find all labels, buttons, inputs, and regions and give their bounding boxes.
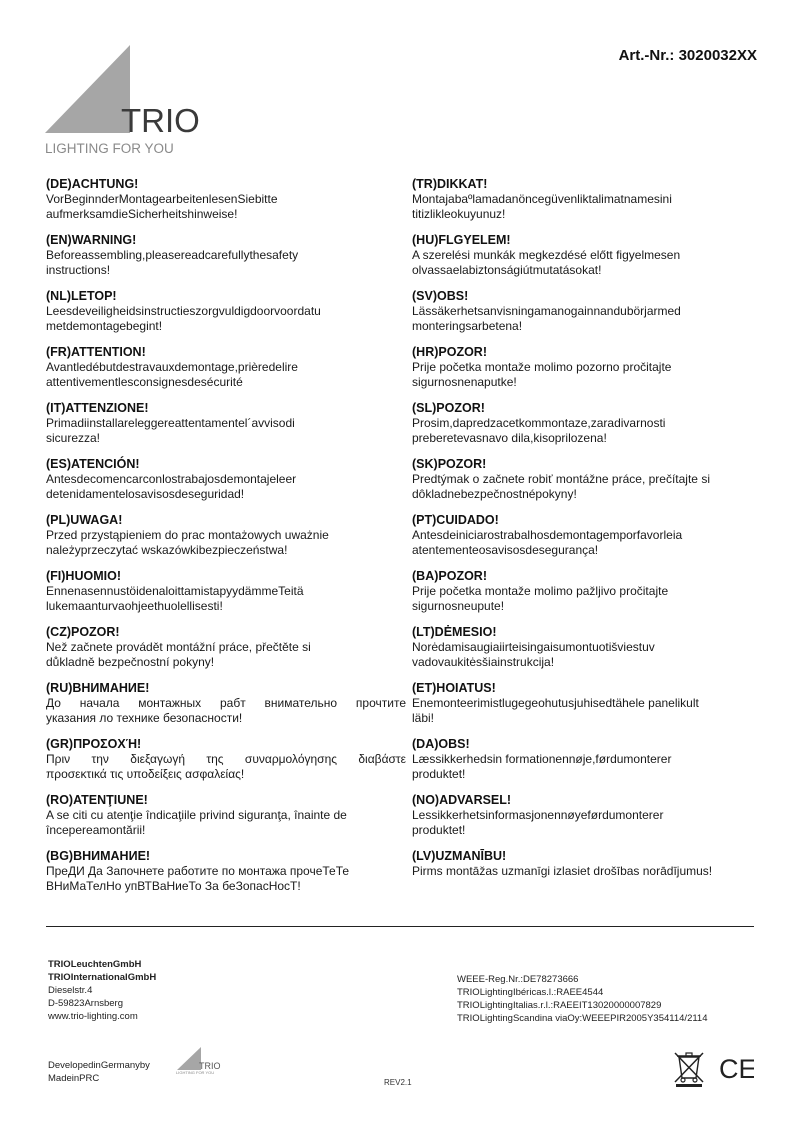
warning-heading: (GR)ΠΡΟΣΟΧΉ! — [46, 737, 142, 751]
warning-block — [46, 793, 406, 838]
warning-block — [412, 737, 757, 782]
divider-line — [46, 926, 754, 927]
warning-text-line: preberetevasnavo dila,kisoprilozena! — [412, 431, 607, 445]
warning-text-line: atentementeosavisosdesegurança! — [412, 543, 599, 557]
warning-text-line: produktet! — [412, 823, 466, 837]
warning-text-line: Læssikkerhedsin formationennøje,førdumonterer — [412, 752, 672, 766]
warning-heading: (LT)DĖMESIO! — [412, 625, 497, 639]
address-street: Dieselstr.4 — [48, 985, 93, 996]
warning-text-line: указания ло технике безопасности! — [46, 711, 243, 725]
warning-text-line: До начала монтажных рабт внимательно прочтите — [46, 696, 406, 710]
warning-heading: (DA)OBS! — [412, 737, 470, 751]
warning-heading: (BG)ВНИМАНИЕ! — [46, 849, 151, 863]
warning-block — [46, 457, 406, 502]
warning-text-line: läbi! — [412, 711, 435, 725]
warning-heading: (FI)HUOMIO! — [46, 569, 121, 583]
warning-text-line: ВНиМаТелНо упВТВаНиеТо За беЗопасНосТ! — [46, 879, 301, 893]
warning-heading: (BA)POZOR! — [412, 569, 487, 583]
developed-in: DevelopedinGermanyby — [48, 1060, 150, 1071]
logo-word: TRIO — [121, 102, 200, 139]
warning-block — [46, 513, 406, 558]
warning-text-line: ПреДИ Да Започнете работите по монтажа прочеТеТе — [46, 864, 350, 878]
warning-block — [412, 289, 757, 334]
warning-text-line: Beforeassembling,pleasereadcarefullythesafety — [46, 248, 299, 262]
warning-heading: (HU)FLGYELEM! — [412, 233, 511, 247]
registration-iberica: TRIOLightingIbéricas.l.:RAEE4544 — [457, 987, 604, 998]
warning-text-line: VorBeginnderMontagearbeitenlesenSiebitte — [46, 192, 278, 206]
warning-text-line: Πριν την διεξαγωγή της συναρμολόγησης διαβάστε — [46, 752, 406, 766]
made-in: MadeinPRC — [48, 1073, 100, 1084]
warning-block — [412, 513, 757, 558]
warning-block — [412, 233, 757, 278]
warning-text-line: Montajabaºlamadanöncegüvenliktalimatnamesini — [412, 192, 672, 206]
warning-heading: (ES)ATENCIÓN! — [46, 457, 140, 471]
warning-heading: (SL)POZOR! — [412, 401, 485, 415]
warning-block — [46, 737, 406, 782]
website: www.trio-lighting.com — [48, 1011, 138, 1022]
warning-text-line: Przed przystąpieniem do prac montażowych uważnie — [46, 528, 329, 542]
warning-text-line: vadovaukitėsšiainstrukcija! — [412, 655, 555, 669]
warning-block — [412, 793, 757, 838]
warning-text-line: należyprzeczytać wskazówkibezpieczeństwa! — [46, 543, 288, 557]
warning-heading: (PT)CUIDADO! — [412, 513, 499, 527]
logo-tagline: LIGHTING FOR YOU — [45, 141, 174, 156]
warning-text-line: Prije početka montaže molimo pozorno pročitajte — [412, 360, 672, 374]
registration-italia: TRIOLightingItalias.r.l.:RAEEIT13020000007829 — [457, 1000, 662, 1011]
warning-block — [46, 849, 406, 894]
warning-block — [46, 681, 406, 726]
address-city: D-59823Arnsberg — [48, 998, 123, 1009]
revision-label: REV2.1 — [384, 1078, 412, 1087]
warning-block — [412, 625, 757, 670]
footer-registration — [457, 973, 708, 1025]
warning-text-line: detenidamentelosavisosdeseguridad! — [46, 487, 245, 501]
warning-heading: (LV)UZMANĪBU! — [412, 849, 507, 863]
weee-registration: WEEE-Reg.Nr.:DE78273666 — [457, 974, 579, 985]
warning-block — [46, 401, 406, 446]
warning-text-line: sicurezza! — [46, 431, 101, 445]
warning-heading: (FR)ATTENTION! — [46, 345, 146, 359]
warning-block — [412, 177, 757, 222]
warning-text-line: monteringsarbetena! — [412, 319, 523, 333]
warning-heading: (CZ)POZOR! — [46, 625, 120, 639]
warning-block — [412, 569, 757, 614]
warning-heading: (TR)DIKKAT! — [412, 177, 488, 191]
weee-crossed-bin-icon — [674, 1051, 704, 1087]
warning-text-line: Enemonteerimistlugegeohutusjuhisedtähele panelikult — [412, 696, 699, 710]
warning-text-line: produktet! — [412, 767, 466, 781]
warning-text-line: Predtýmak o začnete robiť montážne práce, prečítajte si — [412, 472, 710, 486]
warning-text-line: Avantledébutdestravauxdemontage,prièredelire — [46, 360, 298, 374]
warning-block — [46, 177, 406, 222]
warning-text-line: Leesdeveiligheidsinstructieszorgvuldigdoorvoordatu — [46, 304, 321, 318]
warning-block — [412, 681, 757, 726]
footer-company-address — [48, 958, 156, 1023]
warning-text-line: Lässäkerhetsanvisningamanogainnandubörjarmed — [412, 304, 681, 318]
warning-text-line: Prije početka montaže molimo pažljivo pročitajte — [412, 584, 669, 598]
warning-text-line: důkladně bezpečnostní pokyny! — [46, 655, 215, 669]
warning-text-line: Než začnete provádět montážní práce, přečtěte si — [46, 640, 311, 654]
warning-heading: (RO)ATENŢIUNE! — [46, 793, 148, 807]
warning-block — [46, 289, 406, 334]
warning-text-line: dôkladnebezpečnostnépokyny! — [412, 487, 577, 501]
developed-made-in — [48, 1059, 150, 1085]
ce-mark-text: CE — [719, 1054, 754, 1082]
warning-text-line: προσεκτικά τις υποδείξεις ασφαλείας! — [46, 767, 245, 781]
warning-text-line: Prosim,dapredzacetkommontaze,zaradivarnosti — [412, 416, 666, 430]
warning-text-line: sigurnosneupute! — [412, 599, 505, 613]
warning-text-line: Norėdamisaugiaiirteisingaisumontuotišviestuv — [412, 640, 655, 654]
warning-block — [412, 849, 757, 879]
warning-heading: (DE)ACHTUNG! — [46, 177, 139, 191]
warning-heading: (ET)HOIATUS! — [412, 681, 496, 695]
warning-text-line: sigurnosnenaputke! — [412, 375, 517, 389]
warning-text-line: instructions! — [46, 263, 111, 277]
trio-small-logo — [175, 1046, 223, 1074]
small-logo-word: TRIO — [199, 1061, 221, 1071]
company-name-2: TRIOInternationalGmbH — [48, 972, 157, 983]
warning-heading: (SK)POZOR! — [412, 457, 487, 471]
warning-block — [412, 457, 757, 502]
ce-mark-icon — [718, 1054, 754, 1082]
warning-text-line: metdemontagebegint! — [46, 319, 163, 333]
warning-heading: (PL)UWAGA! — [46, 513, 123, 527]
warning-text-line: Lessikkerhetsinformasjonennøyeførdumonterer — [412, 808, 664, 822]
warning-heading: (EN)WARNING! — [46, 233, 137, 247]
warning-text-line: lukemaanturvaohjeethuolellisesti! — [46, 599, 223, 613]
warning-text-line: Antesdecomencarconlostrabajosdemontajeleer — [46, 472, 297, 486]
warning-text-line: aufmerksamdieSicherheitshinweise! — [46, 207, 238, 221]
warning-block — [412, 401, 757, 446]
warning-heading: (RU)ВНИМАНИЕ! — [46, 681, 150, 695]
warning-text-line: Pirms montāžas uzmanīgi izlasiet drošības norādījumus! — [412, 864, 713, 878]
warning-heading: (IT)ATTENZIONE! — [46, 401, 149, 415]
warning-heading: (NL)LETOP! — [46, 289, 117, 303]
warning-block — [46, 233, 406, 278]
article-number: Art.-Nr.: 3020032XX — [618, 47, 757, 64]
warning-block — [46, 569, 406, 614]
warning-text-line: attentivementlesconsignesdesécurité — [46, 375, 243, 389]
company-name-1: TRIOLeuchtenGmbH — [48, 959, 142, 970]
warning-text-line: titizlikleokuyunuz! — [412, 207, 506, 221]
trio-logo — [45, 45, 205, 157]
warning-heading: (SV)OBS! — [412, 289, 469, 303]
registration-scandinavia: TRIOLightingScandina viaOy:WEEEPIR2005Y354114/2114 — [457, 1013, 708, 1024]
warning-block — [46, 625, 406, 670]
small-logo-tagline: LIGHTING FOR YOU — [176, 1070, 215, 1074]
warning-text-line: Antesdeiniciarostrabalhosdemontagemporfavorleia — [412, 528, 683, 542]
warning-text-line: olvassaelabiztonságiútmutatásokat! — [412, 263, 602, 277]
warning-text-line: Primadiinstallareleggereattentamentel´avvisodi — [46, 416, 295, 430]
warning-text-line: A szerelési munkák megkezdésé előtt figyelmesen — [412, 248, 681, 262]
warning-text-line: EnnenasennustöidenaloittamistapyydämmeTeitä — [46, 584, 304, 598]
warning-block — [46, 345, 406, 390]
warning-heading: (NO)ADVARSEL! — [412, 793, 512, 807]
warning-heading: (HR)POZOR! — [412, 345, 487, 359]
warning-text-line: A se citi cu atenţie îndicaţiile privind siguranţa, înainte de — [46, 808, 347, 822]
warning-block — [412, 345, 757, 390]
warning-text-line: începereamontării! — [46, 823, 146, 837]
